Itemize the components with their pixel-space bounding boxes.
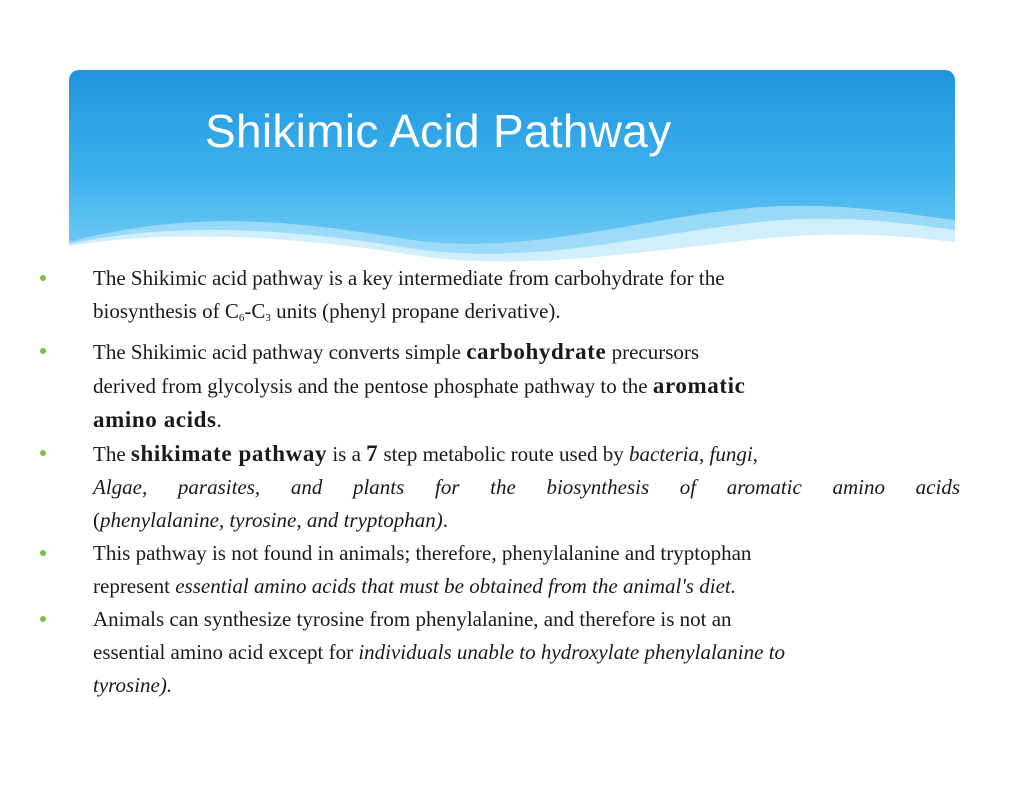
- bullet-3-text: (: [93, 508, 100, 532]
- bullet-5-line-1: Animals can synthesize tyrosine from phenylalanine, and therefore is not an: [93, 607, 732, 631]
- bullet-item-1: [40, 262, 960, 335]
- slide-title: Shikimic Acid Pathway: [205, 105, 672, 157]
- bullet-1-text: biosynthesis of C: [93, 299, 239, 323]
- bullet-item-4: [40, 537, 960, 603]
- bold-term-amino-acids: amino acids: [93, 407, 217, 432]
- bullet-3-line-1: [93, 437, 960, 471]
- bold-term-shikimate-pathway: shikimate pathway: [130, 441, 328, 466]
- bullet-3-text: step metabolic route used by: [378, 442, 630, 466]
- title-banner: [69, 70, 955, 270]
- italic-essential-amino-acids: essential amino acids that must be obtained from the animal's diet.: [175, 574, 736, 598]
- bold-term-carbohydrate: carbohydrate: [466, 339, 607, 364]
- bold-term-seven: 7: [366, 441, 379, 466]
- bullet-2-text: .: [216, 408, 222, 432]
- bullet-2-text: derived from glycolysis and the pentose phosphate pathway to the: [93, 374, 653, 398]
- bullet-5-line-3: tyrosine).: [93, 673, 173, 697]
- bullet-4-text: represent: [93, 574, 176, 598]
- bullet-2-line-1: [93, 335, 960, 369]
- bullet-5-line-2: [93, 636, 960, 669]
- bullet-dot-icon: [40, 616, 46, 622]
- bullet-3-text: is a: [327, 442, 367, 466]
- wave-background: [69, 70, 955, 270]
- bullet-dot-icon: [40, 275, 46, 281]
- bullet-5-text: essential amino acid except for: [93, 640, 359, 664]
- bullet-2-text: The Shikimic acid pathway converts simple: [93, 340, 467, 364]
- bullet-3-line-2: Algae, parasites, and plants for the biosynthesis of aromatic amino acids: [93, 475, 960, 499]
- bullet-dot-icon: [40, 450, 46, 456]
- bullet-item-3: [40, 437, 960, 537]
- bullet-2-line-3: [93, 403, 960, 437]
- bullet-1-line-2: [93, 295, 960, 335]
- italic-hydroxylate: individuals unable to hydroxylate phenylalanine to: [358, 640, 786, 664]
- italic-amino-acid-list: phenylalanine, tyrosine, and tryptophan): [100, 508, 443, 532]
- bold-term-aromatic: aromatic: [652, 373, 746, 398]
- subscript-6: 6: [238, 312, 245, 324]
- bullet-3-line-3: [93, 504, 960, 537]
- bullet-2-line-2: [93, 369, 960, 403]
- bullet-item-2: [40, 335, 960, 437]
- bullet-1-text: -C: [244, 299, 266, 323]
- bullet-4-line-1: This pathway is not found in animals; therefore, phenylalanine and tryptophan: [93, 541, 752, 565]
- bullet-dot-icon: [40, 348, 46, 354]
- bullet-2-text: precursors: [606, 340, 700, 364]
- bullet-list: [40, 262, 960, 702]
- bullet-3-text: .: [442, 508, 448, 532]
- bullet-1-line-1: The Shikimic acid pathway is a key intermediate from carbohydrate for the: [93, 266, 725, 290]
- bullet-dot-icon: [40, 550, 46, 556]
- bullet-1-text: units (phenyl propane derivative).: [270, 299, 561, 323]
- bullet-4-line-2: [93, 570, 960, 603]
- bullet-item-5: [40, 603, 960, 702]
- subscript-3: 3: [265, 312, 271, 324]
- italic-organisms: bacteria, fungi,: [629, 442, 758, 466]
- bullet-3-text: The: [93, 442, 131, 466]
